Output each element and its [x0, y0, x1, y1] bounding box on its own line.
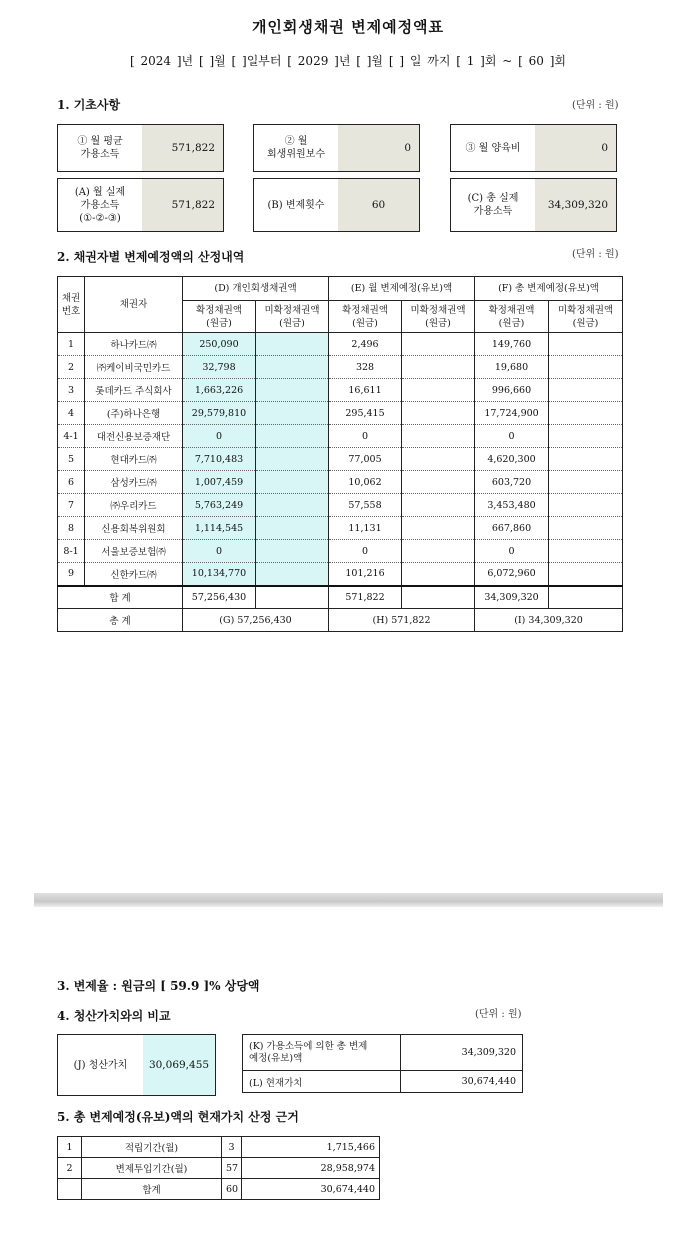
- cell-d: 0: [183, 425, 256, 448]
- section1-heading: 1. 기초사항: [57, 98, 121, 112]
- unit-label: (단위 : 원): [572, 100, 619, 111]
- cell-e: 57,558: [329, 494, 402, 517]
- cell-e2: [402, 540, 475, 563]
- cell-e2: [402, 333, 475, 356]
- cell-d2: [256, 517, 329, 540]
- cell-f: 603,720: [475, 471, 549, 494]
- cell-e2: [402, 563, 475, 586]
- k-value: 34,309,320: [401, 1035, 523, 1071]
- liquidation-value-box: [57, 1034, 216, 1096]
- avg-income-label: ① 월 평균 가용소득: [77, 136, 123, 160]
- table-row: [58, 1158, 380, 1179]
- repayment-count-label: (B) 변제횟수: [267, 199, 325, 211]
- avg-income-value: 571,822: [142, 125, 223, 171]
- cell-d: 0: [183, 540, 256, 563]
- col-d-confirmed: 확정채권액 (원금): [183, 301, 256, 333]
- table-row: [58, 448, 623, 471]
- cell-e2: [402, 425, 475, 448]
- pv-cell-value: 28,958,974: [242, 1158, 380, 1179]
- cell-e: 0: [329, 425, 402, 448]
- table-row: [58, 1137, 380, 1158]
- child-support-label: ③ 월 양육비: [465, 142, 521, 154]
- total-h: (H) 571,822: [329, 609, 475, 632]
- table-row: [58, 494, 623, 517]
- unit-label-4: (단위 : 원): [475, 1009, 522, 1020]
- total-income-value: 34,309,320: [535, 179, 616, 231]
- total-label: 총 계: [58, 609, 183, 632]
- actual-income-value: 571,822: [142, 179, 223, 231]
- table-row: [58, 402, 623, 425]
- total-i: (I) 34,309,320: [475, 609, 623, 632]
- cell-f: 4,620,300: [475, 448, 549, 471]
- unit-label-2: (단위 : 원): [572, 249, 619, 260]
- cell-name: 신한카드㈜: [85, 563, 183, 586]
- table-row: [58, 356, 623, 379]
- comparison-table: [242, 1034, 523, 1093]
- cell-e: 10,062: [329, 471, 402, 494]
- cell-name: ㈜케이비국민카드: [85, 356, 183, 379]
- cell-no: 4-1: [58, 425, 85, 448]
- cell-no: 6: [58, 471, 85, 494]
- actual-income-box: [57, 178, 224, 232]
- cell-e2: [402, 448, 475, 471]
- cell-f2: [549, 471, 623, 494]
- cell-f2: [549, 494, 623, 517]
- trustee-fee-box: [253, 124, 420, 172]
- col-f-unconfirmed: 미확정채권액 (원금): [549, 301, 623, 333]
- cell-f2: [549, 379, 623, 402]
- cell-f: 0: [475, 425, 549, 448]
- cell-e: 77,005: [329, 448, 402, 471]
- table-row: [58, 1179, 380, 1200]
- cell-f: 0: [475, 540, 549, 563]
- cell-d: 29,579,810: [183, 402, 256, 425]
- cell-no: 8: [58, 517, 85, 540]
- subtotal-label: 합 계: [58, 586, 183, 609]
- pv-cell-value: 1,715,466: [242, 1137, 380, 1158]
- table-row: [58, 379, 623, 402]
- cell-f: 149,760: [475, 333, 549, 356]
- cell-d2: [256, 333, 329, 356]
- col-no-header: 채권 번호: [58, 277, 85, 333]
- pv-cell-months: 3: [222, 1137, 242, 1158]
- total-income-label: (C) 총 실제 가용소득: [467, 193, 519, 217]
- pv-cell-label: 합계: [82, 1179, 222, 1200]
- cell-e: 328: [329, 356, 402, 379]
- repayment-count-box: [253, 178, 420, 232]
- child-support-box: [450, 124, 617, 172]
- cell-no: 8-1: [58, 540, 85, 563]
- cell-no: 1: [58, 333, 85, 356]
- cell-d2: [256, 425, 329, 448]
- table-row: [58, 517, 623, 540]
- liquidation-value: 30,069,455: [143, 1035, 215, 1095]
- cell-d2: [256, 563, 329, 586]
- cell-e2: [402, 471, 475, 494]
- total-g: (G) 57,256,430: [183, 609, 329, 632]
- cell-no: 2: [58, 356, 85, 379]
- cell-e: 0: [329, 540, 402, 563]
- cell-name: 현대카드㈜: [85, 448, 183, 471]
- subtotal-f: 34,309,320: [475, 586, 549, 609]
- table-row: [58, 540, 623, 563]
- cell-e2: [402, 494, 475, 517]
- repayment-count-value: 60: [338, 179, 419, 231]
- col-e-header: (E) 월 변제예정(유보)액: [329, 277, 475, 301]
- col-f-header: (F) 총 변제예정(유보)액: [475, 277, 623, 301]
- l-value: 30,674,440: [401, 1071, 523, 1093]
- cell-d2: [256, 356, 329, 379]
- total-income-box: [450, 178, 617, 232]
- cell-d2: [256, 471, 329, 494]
- cell-no: 3: [58, 379, 85, 402]
- cell-e: 2,496: [329, 333, 402, 356]
- cell-name: 하나카드㈜: [85, 333, 183, 356]
- pv-cell-no: [58, 1179, 82, 1200]
- avg-income-box: [57, 124, 224, 172]
- cell-f2: [549, 448, 623, 471]
- actual-income-label: (A) 월 실제 가용소득 (①-②-③): [74, 186, 126, 224]
- cell-d2: [256, 448, 329, 471]
- cell-d: 1,007,459: [183, 471, 256, 494]
- table-row: [58, 563, 623, 586]
- cell-f2: [549, 563, 623, 586]
- col-e-unconfirmed: 미확정채권액 (원금): [402, 301, 475, 333]
- cell-e: 295,415: [329, 402, 402, 425]
- pv-cell-no: 1: [58, 1137, 82, 1158]
- cell-no: 5: [58, 448, 85, 471]
- cell-d2: [256, 540, 329, 563]
- cell-f: 19,680: [475, 356, 549, 379]
- page-break: [34, 893, 663, 907]
- subtotal-d: 57,256,430: [183, 586, 256, 609]
- cell-name: 대전신용보증재단: [85, 425, 183, 448]
- child-support-value: 0: [535, 125, 616, 171]
- k-label: (K) 가용소득에 의한 총 변제 예정(유보)액: [243, 1035, 401, 1071]
- cell-name: 롯데카드 주식회사: [85, 379, 183, 402]
- cell-name: 신용회복위원회: [85, 517, 183, 540]
- cell-d: 1,663,226: [183, 379, 256, 402]
- pv-cell-months: 57: [222, 1158, 242, 1179]
- cell-d: 250,090: [183, 333, 256, 356]
- subtotal-e: 571,822: [329, 586, 402, 609]
- col-e-confirmed: 확정채권액 (원금): [329, 301, 402, 333]
- table-row: [58, 425, 623, 448]
- cell-e: 16,611: [329, 379, 402, 402]
- cell-d: 10,134,770: [183, 563, 256, 586]
- pv-cell-label: 적립기간(월): [82, 1137, 222, 1158]
- present-value-table: [57, 1136, 380, 1200]
- trustee-fee-label: ② 월 회생위원보수: [267, 136, 325, 160]
- cell-no: 4: [58, 402, 85, 425]
- cell-e2: [402, 356, 475, 379]
- col-d-header: (D) 개인회생채권액: [183, 277, 329, 301]
- section2-heading: 2. 채권자별 변제예정액의 산정내역: [57, 250, 245, 264]
- pv-cell-value: 30,674,440: [242, 1179, 380, 1200]
- repayment-period: [ 2024 ]년 [ ]월 [ ]일부터 [ 2029 ]년 [ ]월 [ ] 일 까지 [ 1 ]회 ~ [ 60 ]회: [130, 54, 566, 68]
- cell-no: 7: [58, 494, 85, 517]
- cell-d2: [256, 379, 329, 402]
- cell-f2: [549, 425, 623, 448]
- section4-heading: 4. 청산가치와의 비교: [57, 1009, 171, 1023]
- cell-f: 996,660: [475, 379, 549, 402]
- cell-f2: [549, 402, 623, 425]
- cell-e: 11,131: [329, 517, 402, 540]
- creditor-table: [57, 276, 623, 632]
- section3-heading: 3. 변제율 : 원금의 [ 59.9 ]% 상당액: [57, 979, 260, 993]
- col-creditor-header: 채권자: [85, 277, 183, 333]
- cell-e: 101,216: [329, 563, 402, 586]
- cell-e2: [402, 379, 475, 402]
- pv-cell-label: 변제투입기간(월): [82, 1158, 222, 1179]
- section5-heading: 5. 총 변제예정(유보)액의 현재가치 산정 근거: [57, 1110, 299, 1124]
- cell-d: 7,710,483: [183, 448, 256, 471]
- cell-name: 삼성카드㈜: [85, 471, 183, 494]
- cell-f: 6,072,960: [475, 563, 549, 586]
- l-label: (L) 현재가치: [243, 1071, 401, 1093]
- cell-f2: [549, 333, 623, 356]
- pv-cell-no: 2: [58, 1158, 82, 1179]
- page-title: 개인회생채권 변제예정액표: [251, 18, 445, 36]
- cell-f: 667,860: [475, 517, 549, 540]
- cell-name: (주)하나은행: [85, 402, 183, 425]
- cell-e2: [402, 517, 475, 540]
- cell-name: 서울보증보험㈜: [85, 540, 183, 563]
- col-f-confirmed: 확정채권액 (원금): [475, 301, 549, 333]
- cell-f2: [549, 517, 623, 540]
- cell-f: 17,724,900: [475, 402, 549, 425]
- cell-d: 32,798: [183, 356, 256, 379]
- cell-e2: [402, 402, 475, 425]
- cell-no: 9: [58, 563, 85, 586]
- table-row: [58, 333, 623, 356]
- cell-d2: [256, 494, 329, 517]
- pv-cell-months: 60: [222, 1179, 242, 1200]
- cell-d: 5,763,249: [183, 494, 256, 517]
- cell-d2: [256, 402, 329, 425]
- trustee-fee-value: 0: [338, 125, 419, 171]
- table-row: [58, 471, 623, 494]
- cell-d: 1,114,545: [183, 517, 256, 540]
- cell-name: ㈜우리카드: [85, 494, 183, 517]
- cell-f2: [549, 356, 623, 379]
- liquidation-value-label: (J) 청산가치: [73, 1059, 128, 1071]
- col-d-unconfirmed: 미확정채권액 (원금): [256, 301, 329, 333]
- cell-f: 3,453,480: [475, 494, 549, 517]
- cell-f2: [549, 540, 623, 563]
